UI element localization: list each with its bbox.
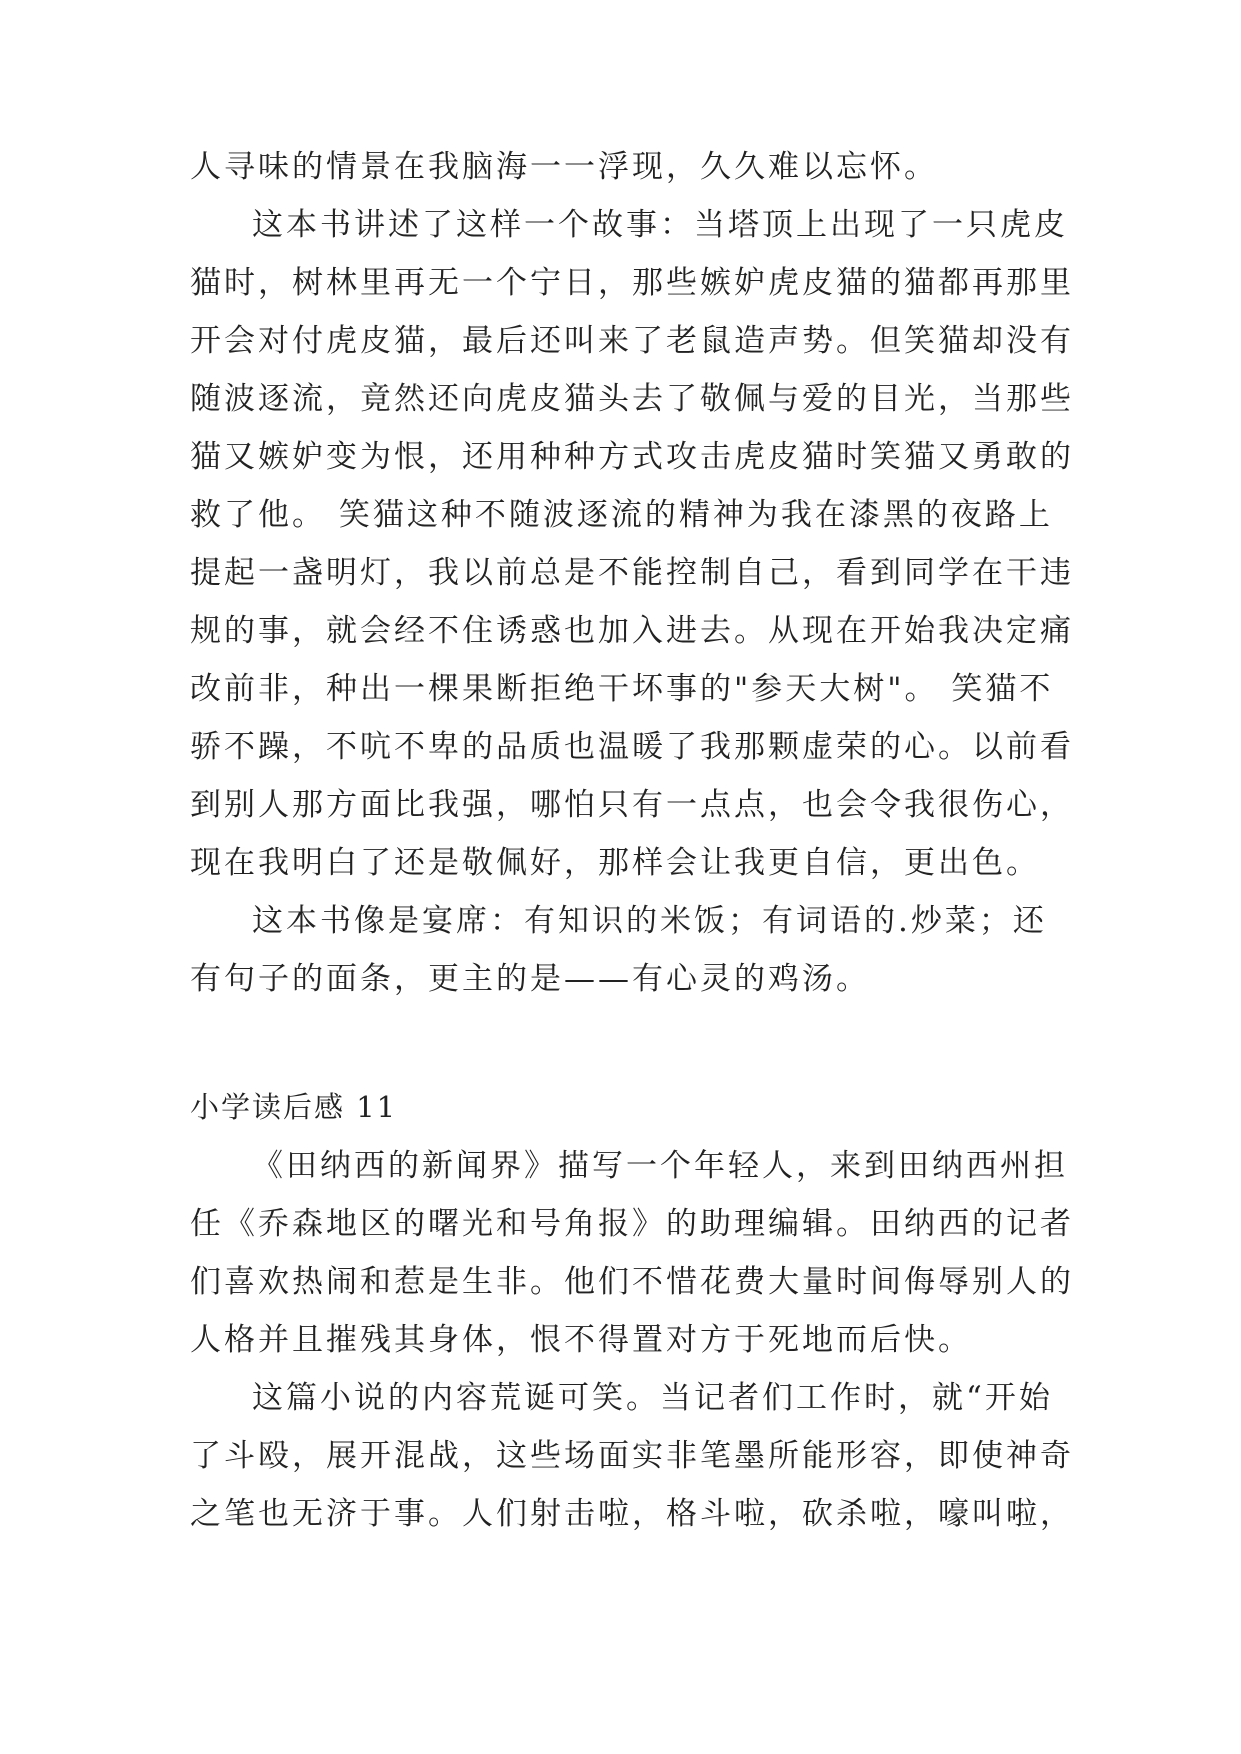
- paragraph-line: 改前非，种出一棵果断拒绝干坏事的"参天大树"。 笑猫不: [190, 671, 1054, 707]
- paragraph-line: 这篇小说的内容荒诞可笑。当记者们工作时，就“开始: [252, 1380, 1053, 1416]
- paragraph-line: 猫时，树林里再无一个宁日，那些嫉妒虎皮猫的猫都再那里: [190, 265, 1074, 301]
- paragraph-line: 们喜欢热闹和惹是生非。他们不惜花费大量时间侮辱别人的: [190, 1264, 1074, 1300]
- paragraph-line: 开会对付虎皮猫，最后还叫来了老鼠造声势。但笑猫却没有: [190, 323, 1074, 359]
- paragraph-line: 任《乔森地区的曙光和号角报》的助理编辑。田纳西的记者: [190, 1206, 1074, 1242]
- paragraph-line: 这本书讲述了这样一个故事：当塔顶上出现了一只虎皮: [252, 207, 1068, 243]
- paragraph-line: 《田纳西的新闻界》描写一个年轻人，来到田纳西州担: [252, 1148, 1068, 1184]
- paragraph-line: 提起一盏明灯，我以前总是不能控制自己，看到同学在干违: [190, 555, 1074, 591]
- paragraph-line: 猫又嫉妒变为恨，还用种种方式攻击虎皮猫时笑猫又勇敢的: [190, 439, 1074, 475]
- paragraph-line: 了斗殴，展开混战，这些场面实非笔墨所能形容，即使神奇: [190, 1438, 1074, 1474]
- paragraph-line: 有句子的面条，更主的是——有心灵的鸡汤。: [190, 961, 870, 997]
- paragraph-line: 人格并且摧残其身体，恨不得置对方于死地而后快。: [190, 1322, 972, 1358]
- paragraph-line: 救了他。 笑猫这种不随波逐流的精神为我在漆黑的夜路上: [190, 497, 1053, 533]
- paragraph-line: 现在我明白了还是敬佩好，那样会让我更自信，更出色。: [190, 845, 1040, 881]
- paragraph-line: 这本书像是宴席：有知识的米饭；有词语的.炒菜；还: [252, 903, 1047, 939]
- paragraph-line: 规的事，就会经不住诱惑也加入进去。从现在开始我决定痛: [190, 613, 1074, 649]
- section-heading: 小学读后感 11: [190, 1090, 398, 1124]
- paragraph-line: 随波逐流，竟然还向虎皮猫头去了敬佩与爱的目光，当那些: [190, 381, 1074, 417]
- paragraph-line: 人寻味的情景在我脑海一一浮现，久久难以忘怀。: [190, 149, 938, 185]
- paragraph-line: 到别人那方面比我强，哪怕只有一点点，也会令我很伤心，: [190, 787, 1074, 823]
- paragraph-line: 之笔也无济于事。人们射击啦，格斗啦，砍杀啦，嚎叫啦，: [190, 1496, 1074, 1532]
- paragraph-line: 骄不躁，不吭不卑的品质也温暖了我那颗虚荣的心。以前看: [190, 729, 1074, 765]
